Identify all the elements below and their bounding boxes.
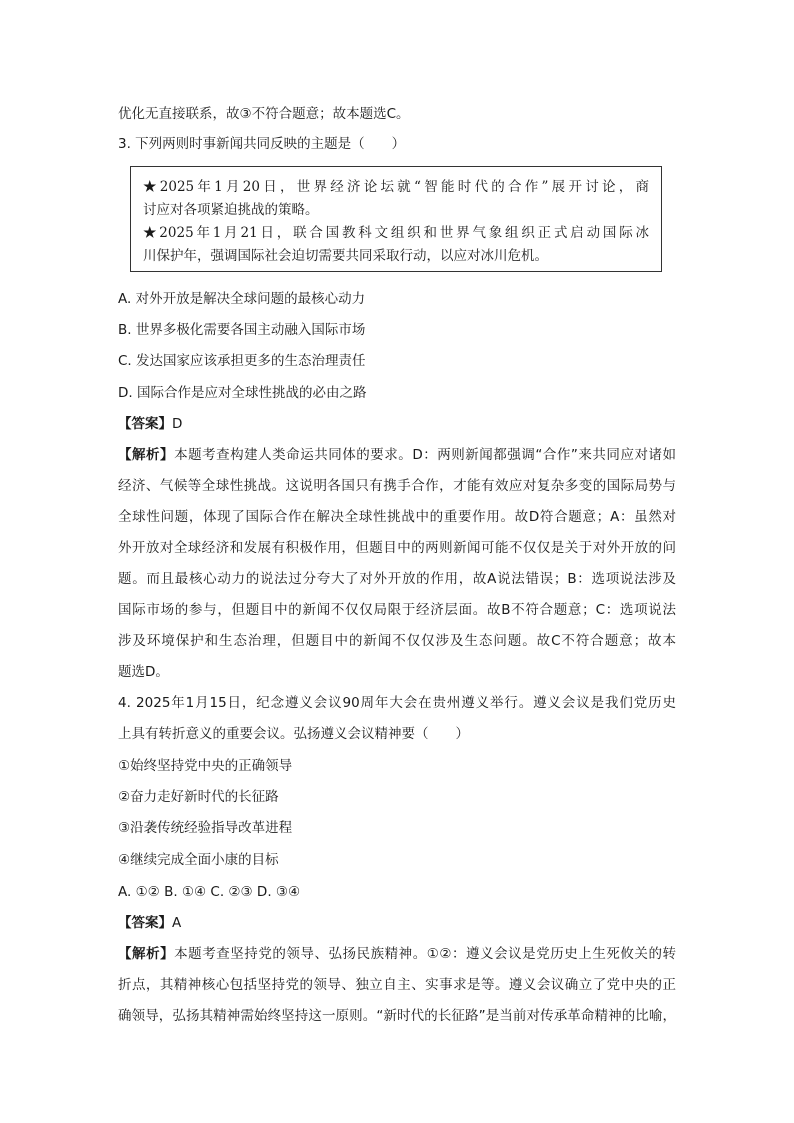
statement-1: ①始终坚持党中央的正确领导 bbox=[118, 758, 293, 774]
explanation-line: 题选D。 bbox=[118, 664, 169, 680]
explanation-label: 【解析】 bbox=[118, 447, 175, 463]
explanation-line bbox=[118, 445, 676, 465]
news-item-1-line-1: ★2025年1月20日，世界经济论坛就“智能时代的合作”展开讨论，商 bbox=[143, 179, 649, 195]
question-4-stem-line-2: 上具有转折意义的重要会议。弘扬遵义会议精神要（ ） bbox=[118, 726, 469, 742]
explanation-line: 题。而且最核心动力的说法过分夸大了对外开放的作用，故A说法错误；B：选项说法涉及 bbox=[118, 571, 676, 587]
option-d: D. 国际合作是应对全球性挑战的必由之路 bbox=[118, 385, 367, 401]
answer-line bbox=[118, 913, 181, 933]
answer-value: A bbox=[172, 915, 182, 931]
explanation-line bbox=[118, 944, 676, 964]
explanation-line: 全球性问题，体现了国际合作在解决全球性挑战中的重要作用。故D符合题意；A：虽然对 bbox=[118, 509, 676, 525]
news-item-2-line-1: ★2025年1月21日，联合国教科文组织和世界气象组织正式启动国际冰 bbox=[143, 225, 649, 241]
question-3-stem: 3. 下列两则时事新闻共同反映的主题是（ ） bbox=[118, 136, 406, 152]
answer-line bbox=[118, 414, 182, 434]
text-line: 优化无直接联系，故③不符合题意；故本题选C。 bbox=[118, 106, 410, 122]
answer-value: D bbox=[172, 416, 183, 432]
statement-2: ②奋力走好新时代的长征路 bbox=[118, 789, 279, 805]
answer-label: 【答案】 bbox=[118, 416, 172, 432]
explanation-text: 本题考查坚持党的领导、弘扬民族精神。①②：遵义会议是党历史上生死攸关的转 bbox=[174, 946, 676, 962]
explanation-line: 外开放对全球经济和发展有积极作用，但题目中的两则新闻可能不仅仅是关于对外开放的问 bbox=[118, 540, 676, 556]
choice-options: A. ①② B. ①④ C. ②③ D. ③④ bbox=[118, 884, 301, 900]
explanation-line: 经济、气候等全球性挑战。这说明各国只有携手合作，才能有效应对复杂多变的国际局势与 bbox=[118, 478, 676, 494]
explanation-line: 确领导，弘扬其精神需始终坚持这一原则。“新时代的长征路”是当前对传承革命精神的比喻， bbox=[118, 1008, 676, 1024]
option-b: B. 世界多极化需要各国主动融入国际市场 bbox=[118, 322, 366, 338]
news-box bbox=[130, 166, 662, 272]
explanation-label: 【解析】 bbox=[118, 946, 175, 962]
explanation-line: 折点，其精神核心包括坚持党的领导、独立自主、实事求是等。遵义会议确立了党中央的正 bbox=[118, 977, 676, 993]
explanation-line: 国际市场的参与，但题目中的新闻不仅仅局限于经济层面。故B不符合题意；C：选项说法 bbox=[118, 602, 676, 618]
news-item-2-line-2: 川保护年，强调国际社会迫切需要共同采取行动，以应对冰川危机。 bbox=[143, 248, 548, 264]
option-a: A. 对外开放是解决全球问题的最核心动力 bbox=[118, 291, 366, 307]
statement-3: ③沿袭传统经验指导改革进程 bbox=[118, 820, 293, 836]
answer-label: 【答案】 bbox=[118, 915, 172, 931]
statement-4: ④继续完成全面小康的目标 bbox=[118, 852, 279, 868]
question-4-stem-line-1: 4. 2025年1月15日，纪念遵义会议90周年大会在贵州遵义举行。遵义会议是我们党历史 bbox=[118, 695, 676, 711]
explanation-line: 涉及环境保护和生态治理，但题目中的新闻不仅仅涉及生态问题。故C不符合题意；故本 bbox=[118, 633, 676, 649]
option-c: C. 发达国家应该承担更多的生态治理责任 bbox=[118, 353, 366, 369]
explanation-text: 本题考查构建人类命运共同体的要求。D：两则新闻都强调“合作”来共同应对诸如 bbox=[174, 447, 676, 463]
news-item-1-line-2: 讨应对各项紧迫挑战的策略。 bbox=[143, 202, 319, 218]
